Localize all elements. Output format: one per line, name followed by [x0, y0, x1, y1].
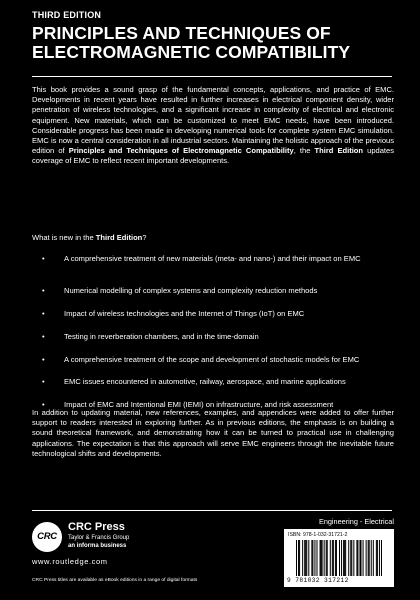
barcode-bar	[306, 540, 307, 576]
outro-paragraph: In addition to updating material, new references, examples, and appendices were added to offer further support to readers interested in exploring further. As in previous editions, the emphasis is on building a sound theoretical framework, and demonstrating how it can be turned to practical use in challenging applications. The expectation is that this approach will serve EMC engineers through the inevitable future technological shifts and developments.	[32, 408, 394, 458]
barcode-bar	[316, 540, 317, 576]
barcode-bar	[377, 540, 378, 576]
feature-item: • A comprehensive treatment of new materials (meta- and nano-) and their impact on EMC	[42, 254, 372, 274]
barcode-bar	[366, 540, 367, 576]
barcode-bar	[348, 540, 349, 576]
barcode-bar	[344, 540, 345, 576]
barcode-bar	[361, 540, 362, 576]
barcode-bar	[330, 540, 331, 576]
barcode-bar	[356, 540, 357, 576]
barcode-bar	[305, 540, 306, 576]
barcode-bar	[343, 540, 344, 576]
feature-item: • Impact of wireless technologies and the Internet of Things (IoT) on EMC	[42, 309, 372, 319]
feature-item: • Impact of EMC and Intentional EMI (IEMI) on infrastructure, and risk assessment	[42, 400, 372, 410]
whats-new-heading	[32, 233, 147, 243]
whats-new-prefix: What is new in the	[32, 233, 96, 242]
top-divider	[32, 76, 392, 77]
intro-book-title: Principles and Techniques of Electromagnetic Compatibility	[68, 146, 294, 156]
bottom-divider	[32, 510, 392, 511]
barcode-bar	[381, 540, 382, 576]
barcode-bar	[339, 540, 340, 576]
book-title	[32, 24, 402, 62]
barcode-bar	[314, 540, 315, 576]
barcode-bar	[311, 540, 312, 576]
feature-list	[42, 254, 372, 410]
whats-new-suffix: ?	[142, 233, 147, 242]
publisher-informa: an informa business	[68, 543, 127, 549]
barcode-bar	[368, 540, 369, 576]
website-link[interactable]: www.routledge.com	[32, 557, 108, 566]
barcode-bar	[320, 540, 321, 576]
barcode-bar	[321, 540, 322, 576]
cover-header	[32, 10, 402, 62]
barcode-bar	[371, 540, 372, 576]
isbn-barcode	[284, 529, 394, 587]
feature-item: • Testing in reverberation chambers, and in the time-domain	[42, 332, 372, 342]
whats-new-edition: Third Edition	[95, 233, 143, 242]
barcode-bar	[376, 540, 377, 576]
barcode-bar	[363, 540, 364, 576]
barcode-bar	[308, 540, 309, 576]
barcode-bar	[336, 540, 337, 576]
crc-logo-icon: CRC	[32, 522, 62, 552]
title-line-1: PRINCIPLES AND TECHNIQUES OF	[32, 23, 331, 43]
barcode-bar	[302, 540, 303, 576]
publisher-group: Taylor & Francis Group	[68, 535, 130, 541]
barcode-bar	[333, 540, 334, 576]
feature-item: • Numerical modelling of complex systems and complexity reduction methods	[42, 286, 372, 296]
barcode-bar	[341, 540, 342, 576]
barcode-bar	[326, 540, 327, 576]
subject-category: Engineering - Electrical	[318, 517, 394, 526]
barcode-bar	[324, 540, 325, 576]
barcode-bar	[350, 540, 351, 576]
barcode-bar	[322, 540, 323, 576]
barcode-bar	[304, 540, 305, 576]
barcode-bar	[359, 540, 360, 576]
intro-text-1: This book provides a sound grasp of the fundamental concepts, applications, and practice of EMC. Developments in recent years have resulted in further increases in electrical component density, wider penetration of wireless technologies, and a significant increase in complexity of electrical and electronic equipment. New materials, which can be customized to meet EMC needs, have been introduced. Considerable progress has been made in developing numerical tools for complete system EMC simulation. EMC is now a central consideration in all industrial sectors. Maintaining the holistic approach of the previous edition of	[32, 85, 394, 156]
barcode-bar	[353, 540, 354, 576]
ebook-footnote: CRC Press titles are available as eBook editions in a range of digital formats	[32, 578, 198, 583]
intro-text-2: , the	[293, 146, 315, 156]
isbn-digits: 9 781032 317212	[287, 577, 349, 584]
barcode-bar	[335, 540, 336, 576]
barcode-bar	[369, 540, 370, 576]
barcode-bar	[296, 540, 297, 576]
barcode-bar	[351, 540, 352, 576]
intro-paragraph	[32, 85, 394, 167]
barcode-bar	[373, 540, 374, 576]
barcode-bar	[312, 540, 313, 576]
isbn-label: ISBN: 978-1-032-31721-2	[288, 532, 348, 538]
barcode-bar	[299, 540, 300, 576]
barcode-bar	[332, 540, 333, 576]
barcode-bar	[298, 540, 299, 576]
publisher-name: CRC Press	[68, 521, 125, 533]
barcode-bar	[357, 540, 358, 576]
barcode-bar	[345, 540, 346, 576]
title-line-2: ELECTROMAGNETIC COMPATIBILITY	[32, 42, 351, 62]
intro-edition: Third Edition	[314, 146, 364, 156]
feature-item: • EMC issues encountered in automotive, railway, aerospace, and marine applications	[42, 377, 372, 387]
barcode-bar	[379, 540, 380, 576]
edition-label: THIRD EDITION	[32, 10, 102, 20]
barcode-icon	[296, 540, 382, 576]
feature-item: • A comprehensive treatment of the scope and development of stochastic models for EMC	[42, 355, 372, 365]
intro-text-3: updates coverage of EMC to reflect recent important developments.	[32, 146, 394, 166]
barcode-bar	[327, 540, 328, 576]
